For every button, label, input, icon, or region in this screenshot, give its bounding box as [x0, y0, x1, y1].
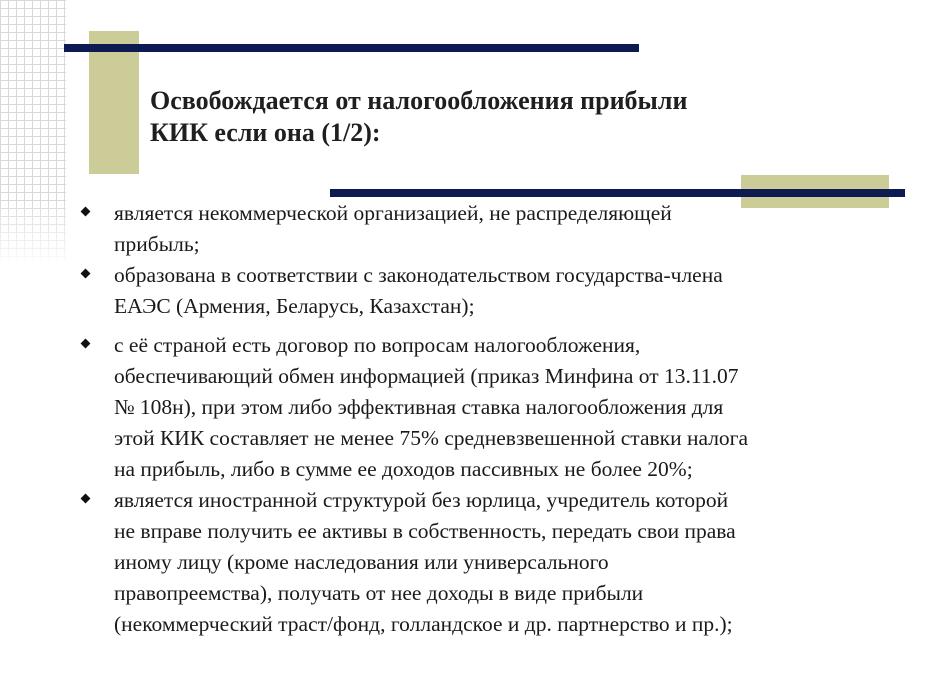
navy-rule-bottom: [330, 189, 905, 197]
bullet-3-line-2: обеспечивающий обмен информацией (приказ Минфина от 13.11.07: [114, 364, 739, 388]
bullet-2-line-2: ЕАЭС (Армения, Беларусь, Казахстан);: [114, 294, 475, 318]
bullet-item-2: [80, 260, 900, 322]
bullet-3-line-1: с её страной есть договор по вопросам налогообложения,: [114, 333, 641, 357]
bullet-2-line-1: образована в соответствии с законодательством государства-члена: [114, 263, 723, 287]
diamond-bullet-icon: [81, 339, 91, 349]
slide-title-line-2: КИК если она (1/2):: [150, 118, 381, 147]
bullet-item-1: [80, 198, 900, 260]
bullet-1-line-1: является некоммерческой организацией, не распределяющей: [114, 201, 672, 225]
olive-block-decoration-top: [89, 31, 139, 174]
slide-title: [150, 85, 850, 149]
diamond-bullet-icon: [81, 207, 91, 217]
bullet-item-4: [80, 485, 900, 640]
bullet-1-line-2: прибыль;: [114, 232, 200, 256]
diamond-bullet-icon: [81, 494, 91, 504]
bullet-4-line-5: (некоммерческий траст/фонд, голландское и др. партнерство и пр.);: [114, 612, 733, 636]
grid-fade-decoration: [0, 200, 66, 270]
bullet-4-line-3: иному лицу (кроме наследования или универсального: [114, 550, 609, 574]
bullet-4-line-2: не вправе получить ее активы в собственность, передать свои права: [114, 519, 736, 543]
bullet-4-line-4: правопреемства), получать от нее доходы в виде прибыли: [114, 581, 644, 605]
bullet-4-line-1: является иностранной структурой без юрлица, учредитель которой: [114, 488, 729, 512]
bullet-item-3: [80, 330, 900, 485]
diamond-bullet-icon: [81, 269, 91, 279]
bullet-3-line-3: № 108н), при этом либо эффективная ставка налогообложения для: [114, 395, 724, 419]
bullet-list: [80, 198, 900, 640]
navy-rule-top: [64, 44, 639, 52]
bullet-3-line-5: на прибыль, либо в сумме ее доходов пассивных не более 20%;: [114, 457, 693, 481]
slide-title-line-1: Освобождается от налогообложения прибыли: [150, 86, 688, 115]
bullet-3-line-4: этой КИК составляет не менее 75% средневзвешенной ставки налога: [114, 426, 749, 450]
